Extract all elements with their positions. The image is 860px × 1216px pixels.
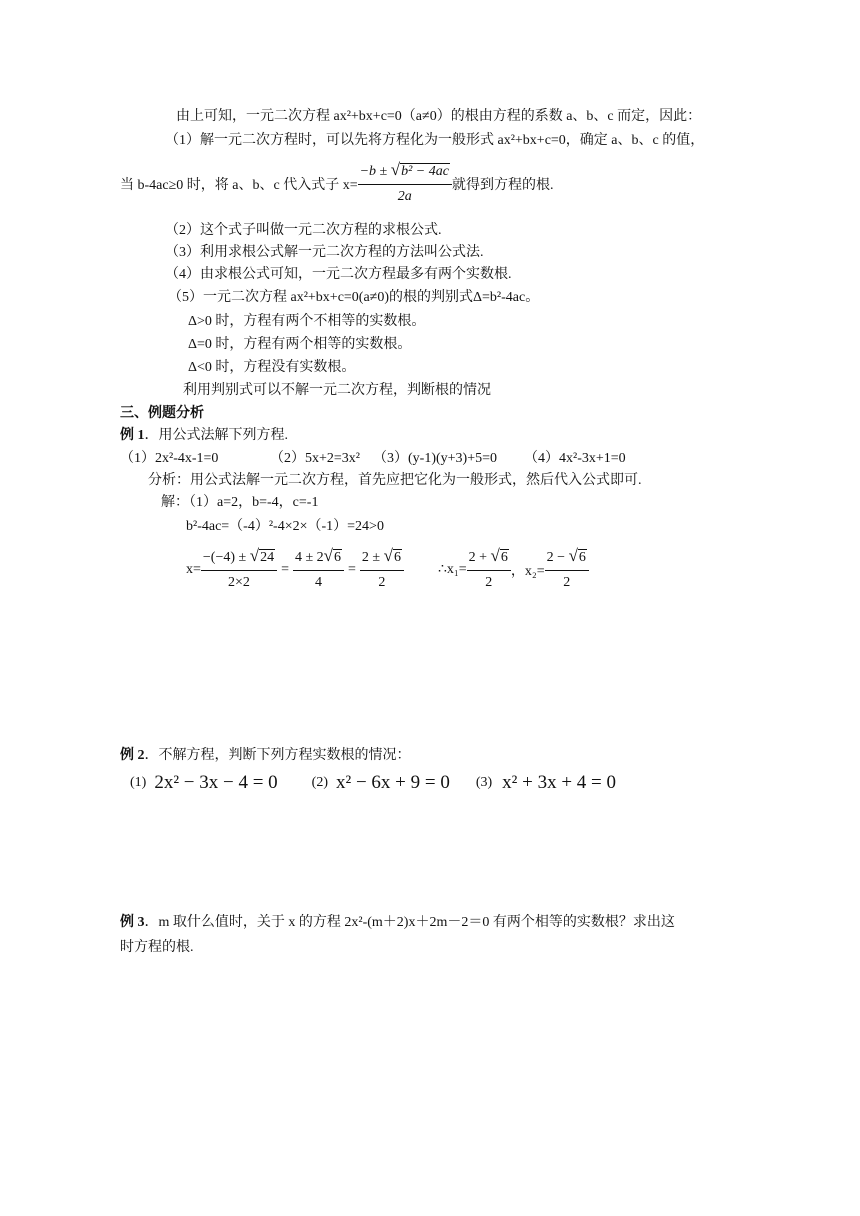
case-zero: Δ=0 时，方程有两个相等的实数根。 (188, 337, 412, 352)
fraction-1-num: −(−4) ± (202, 550, 250, 565)
therefore-x1: ∴x₁= (437, 562, 467, 577)
example-1-problem-1: （1）2x²-4x-1=0 (120, 451, 219, 466)
fraction-2 (293, 546, 344, 593)
example-2-problems (130, 772, 616, 794)
example-2-p3-eq: x² + 3x + 4 = 0 (502, 772, 617, 793)
section-title: 三、例题分析 (120, 406, 204, 421)
fraction-3-rad: 6 (393, 550, 401, 565)
example-2-p2-label: (2) (311, 775, 328, 790)
example-2-p1-eq: 2x² − 3x − 4 = 0 (154, 772, 278, 793)
sqrt-icon: √ (390, 160, 401, 179)
solution-formula-row (186, 546, 589, 593)
formula-num: −b ± (359, 164, 391, 179)
item-5: （5）一元二次方程 ax²+bx+c=0(a≠0)的根的判别式Δ=b²-4ac。 (168, 290, 540, 305)
fraction-2-num: 4 ± 2 (294, 550, 324, 565)
root-2 (545, 546, 589, 593)
fraction-1-rad: 24 (260, 550, 275, 565)
formula-tail-text: 就得到方程的根. (451, 177, 554, 193)
case-negative: Δ<0 时，方程没有实数根。 (188, 360, 356, 375)
formula-line (120, 160, 553, 207)
sqrt-icon: √ (323, 546, 333, 565)
root-2-den: 2 (563, 575, 571, 590)
sqrt-icon: √ (249, 546, 260, 565)
sqrt-icon: √ (568, 546, 578, 565)
root-1-rad: 6 (500, 550, 508, 565)
fraction-1-den: 2×2 (228, 575, 250, 590)
example-1-problem-2: （2）5x+2=3x² (270, 451, 360, 466)
summary-line: 利用判别式可以不解一元二次方程，判断根的情况 (183, 383, 491, 398)
intro-line: 由上可知，一元二次方程 ax²+bx+c=0（a≠0）的根由方程的系数 a、b、c 而定，因此： (176, 109, 702, 124)
example-2-prompt: ．不解方程，判断下列方程实数根的情况： (144, 748, 411, 763)
example-2-label: 例 2 (120, 748, 145, 763)
root-2-rad: 6 (578, 550, 586, 565)
fraction-2-den: 4 (314, 575, 322, 590)
example-1-problem-4: （4）4x²-3x+1=0 (524, 451, 626, 466)
sqrt-icon: √ (490, 546, 500, 565)
example-3-text: ．m 取什么值时，关于 x 的方程 2x²-(m＋2)x＋2m－2＝0 有两个相等的实数根？求出这 (144, 915, 675, 930)
example-1-problem-3: （3）(y-1)(y+3)+5=0 (373, 451, 497, 466)
case-positive: Δ>0 时，方程有两个不相等的实数根。 (188, 314, 426, 329)
example-2-p1-label: (1) (130, 775, 147, 790)
equals-sign: = (281, 561, 289, 577)
analysis-line: 分析：用公式法解一元二次方程，首先应把它化为一般形式，然后代入公式即可. (148, 473, 642, 488)
fraction-3-num: 2 ± (361, 550, 384, 565)
x-equals: x= (186, 561, 201, 577)
x2-label: ，x₂= (510, 563, 545, 579)
fraction-1 (201, 546, 277, 593)
example-3-line-1 (120, 914, 675, 932)
fraction-3 (360, 546, 404, 593)
root-1-num: 2 + (468, 550, 491, 565)
equals-sign: = (348, 561, 356, 577)
step-1-line: （1）解一元二次方程时，可以先将方程化为一般形式 ax²+bx+c=0，确定 a、b、c 的值， (165, 133, 705, 148)
example-1-label: 例 1 (120, 428, 145, 443)
formula-lead-text: 当 b-4ac≥0 时，将 a、b、c 代入式子 x= (120, 177, 358, 193)
item-2: （2）这个式子叫做一元二次方程的求根公式. (165, 223, 442, 238)
example-3-label: 例 3 (120, 915, 145, 930)
formula-radicand: b² − 4ac (401, 164, 449, 179)
example-1-heading (120, 427, 288, 445)
item-3: （3）利用求根公式解一元二次方程的方法叫公式法. (165, 245, 484, 260)
sqrt-icon: √ (383, 546, 393, 565)
example-3-line-2: 时方程的根. (120, 940, 194, 955)
fraction-3-den: 2 (378, 575, 386, 590)
solution-line-1: 解：（1）a=2，b=-4，c=-1 (161, 495, 319, 510)
quadratic-formula (358, 160, 452, 207)
solution-line-2: b²-4ac=（-4）²-4×2×（-1）=24>0 (186, 519, 384, 534)
root-2-num: 2 − (546, 550, 569, 565)
root-1-den: 2 (485, 575, 493, 590)
example-2-heading (120, 747, 411, 765)
root-1 (467, 546, 511, 593)
example-2-p2-eq: x² − 6x + 9 = 0 (336, 772, 450, 793)
formula-den: 2a (397, 189, 412, 204)
example-2-p3-label: (3) (475, 775, 493, 790)
item-4: （4）由求根公式可知，一元二次方程最多有两个实数根. (165, 267, 512, 282)
example-1-prompt: ．用公式法解下列方程. (144, 428, 288, 443)
fraction-2-rad: 6 (334, 550, 341, 565)
